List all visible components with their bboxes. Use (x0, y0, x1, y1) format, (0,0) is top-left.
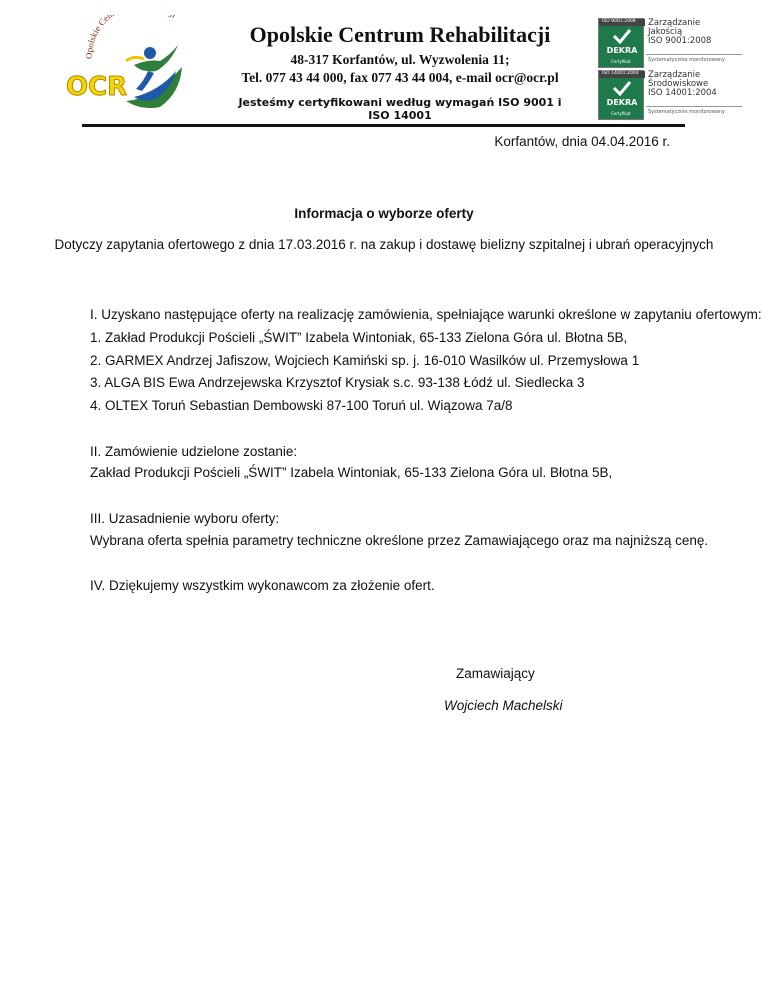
document-subject: Dotyczy zapytania ofertowego z dnia 17.03.2016 r. na zakup i dostawę bielizny szpitalnej i ubrań operacyjnych (54, 237, 714, 252)
logo-text: OCR (66, 72, 128, 102)
badge-text: Zarządzanie Środowiskowe ISO 14001:2004 (648, 70, 717, 98)
signature-name: Wojciech Machelski (444, 698, 563, 713)
offer-item: 3. ALGA BIS Ewa Andrzejewska Krzysztof Krysiak s.c. 93-138 Łódź ul. Siedlecka 3 (90, 375, 585, 390)
checkmark-icon (612, 80, 632, 96)
badge-text: Zarządzanie Jakością ISO 9001:2008 (648, 18, 712, 46)
section2-heading: II. Zamówienie udzielone zostanie: (90, 444, 298, 459)
document-title: Informacja o wyborze oferty (294, 206, 474, 221)
dekra-badge-iso9001 (598, 18, 743, 68)
section2-text: Zakład Produkcji Pościeli „ŚWIT” Izabela Wintoniak, 65-133 Zielona Góra ul. Błotna 5B, (90, 465, 613, 480)
dekra-seal-icon: ISO 9001:2008 DEKRA Certyfikat (598, 18, 644, 68)
signature-role: Zamawiający (456, 666, 535, 681)
organization-contact: Tel. 077 43 44 000, fax 077 43 44 004, e-mail ocr@ocr.pl (241, 70, 559, 85)
offer-item: 1. Zakład Produkcji Pościeli „ŚWIT” Izabela Wintoniak, 65-133 Zielona Góra ul. Błotna 5B, (90, 330, 628, 345)
certification-statement: Jesteśmy certyfikowani według wymagań ISO 9001 i ISO 14001 (238, 96, 562, 122)
offer-item: 2. GARMEX Andrzej Jafiszow, Wojciech Kamiński sp. j. 16-010 Wasilków ul. Przemysłowa 1 (90, 353, 640, 368)
section4-text: IV. Dziękujemy wszystkim wykonawcom za złożenie ofert. (90, 578, 435, 593)
section3-heading: III. Uzasadnienie wyboru oferty: (90, 511, 280, 526)
organization-address: 48-317 Korfantów, ul. Wyzwolenia 11; (290, 52, 510, 67)
header-divider (82, 124, 685, 127)
section3-text: Wybrana oferta spełnia parametry techniczne określone przez Zamawiającego oraz ma najniższą cenę. (90, 533, 709, 548)
organization-name: Opolskie Centrum Rehabilitacji (249, 22, 551, 47)
offer-item: 4. OLTEX Toruń Sebastian Dembowski 87-100 Toruń ul. Wiązowa 7a/8 (90, 398, 513, 413)
document-date: Korfantów, dnia 04.04.2016 r. (494, 134, 670, 149)
dekra-seal-icon: ISO 14001:2004 DEKRA Certyfikat (598, 70, 644, 120)
ocr-logo (64, 15, 204, 113)
dekra-badge-iso14001 (598, 70, 743, 120)
logo-arc-text: Opolskie Cen i (83, 15, 179, 60)
badge-note: Systematycznie monitorowany (648, 57, 726, 63)
checkmark-icon (612, 28, 632, 44)
badge-note: Systematycznie monitorowany (648, 109, 726, 115)
section1-heading: I. Uzyskano następujące oferty na realizację zamówienia, spełniające warunki określone w zapytaniu ofertowym: (90, 307, 762, 322)
